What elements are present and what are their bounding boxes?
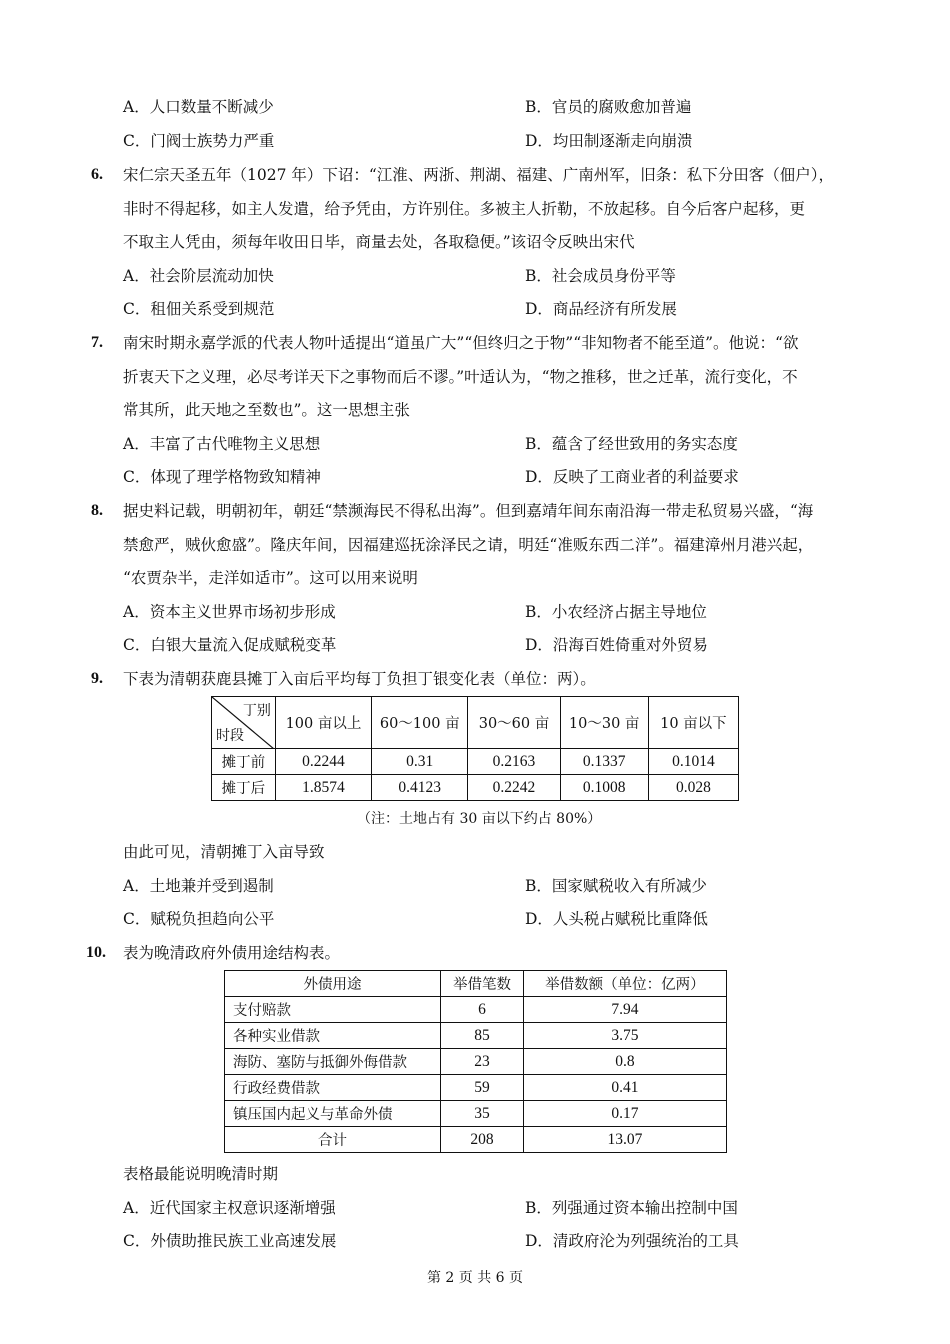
q9-cell: 0.31 xyxy=(372,749,468,775)
q8-option-b: B．小农经济占据主导地位 xyxy=(525,603,707,621)
q9-cell: 0.2163 xyxy=(468,749,560,775)
q9-row-label: 摊丁后 xyxy=(212,775,276,801)
q10-amount: 0.17 xyxy=(523,1101,726,1127)
q10-amount: 0.41 xyxy=(523,1075,726,1101)
q10-table xyxy=(224,970,727,1153)
q9-table-header: 60～100 亩 xyxy=(372,697,468,749)
q10-table-total-row xyxy=(225,1127,727,1153)
q9-table-header: 30～60 亩 xyxy=(468,697,560,749)
q6-option-d: D．商品经济有所发展 xyxy=(525,300,677,318)
q10-purpose: 海防、塞防与抵御外侮借款 xyxy=(225,1049,441,1075)
q10-count: 23 xyxy=(441,1049,524,1075)
q9-table-header: 10～30 亩 xyxy=(560,697,648,749)
page-footer: 第 2 页 共 6 页 xyxy=(426,1270,524,1286)
q9-row-label: 摊丁前 xyxy=(212,749,276,775)
q10-amount: 3.75 xyxy=(523,1023,726,1049)
q6-stem-line-3: 不取主人凭由，须每年收田日毕，商量去处，各取稳便。”该诏令反映出宋代 xyxy=(123,233,635,251)
q10-table-row xyxy=(225,1049,727,1075)
q10-question: 表格最能说明晚清时期 xyxy=(123,1165,279,1183)
q10-option-a: A．近代国家主权意识逐渐增强 xyxy=(123,1199,336,1217)
q6-option-c: C．租佃关系受到规范 xyxy=(123,300,275,318)
q8-number: 8. xyxy=(91,502,103,519)
q5-option-a: A．人口数量不断减少 xyxy=(123,98,274,116)
q10-count: 35 xyxy=(441,1101,524,1127)
q7-option-d: D．反映了工商业者的利益要求 xyxy=(525,468,739,486)
q5-option-c: C．门阀士族势力严重 xyxy=(123,132,275,150)
q10-table-row xyxy=(225,997,727,1023)
q10-amount: 7.94 xyxy=(523,997,726,1023)
q6-number: 6. xyxy=(91,166,103,183)
q10-option-b: B．列强通过资本输出控制中国 xyxy=(525,1199,738,1217)
q5-option-d: D．均田制逐渐走向崩溃 xyxy=(525,132,693,150)
q9-table-corner-top: 丁别 xyxy=(242,703,271,719)
q7-stem-line-1: 南宋时期永嘉学派的代表人物叶适提出“道虽广大”“但终归之于物”“非知物者不能至道”。他说：“欲 xyxy=(123,334,799,352)
q6-stem-line-2: 非时不得起移，如主人发遣，给予凭由，方许别住。多被主人折勒，不放起移。自今后客户起移，更 xyxy=(123,200,806,218)
q9-table-header: 100 亩以上 xyxy=(275,697,371,749)
q10-total-count: 208 xyxy=(441,1127,524,1153)
q8-option-a: A．资本主义世界市场初步形成 xyxy=(123,603,336,621)
q9-table-corner-bottom: 时段 xyxy=(216,728,244,744)
q9-cell: 0.1014 xyxy=(648,749,738,775)
q9-cell: 0.4123 xyxy=(372,775,468,801)
q10-purpose: 支付赔款 xyxy=(225,997,441,1023)
q10-purpose: 镇压国内起义与革命外债 xyxy=(225,1101,441,1127)
q9-cell: 1.8574 xyxy=(275,775,371,801)
q9-cell: 0.1337 xyxy=(560,749,648,775)
q10-option-c: C．外债助推民族工业高速发展 xyxy=(123,1232,337,1250)
q7-option-c: C．体现了理学格物致知精神 xyxy=(123,468,321,486)
q10-intro: 表为晚清政府外债用途结构表。 xyxy=(123,944,341,962)
q9-cell: 0.2244 xyxy=(275,749,371,775)
q9-option-b: B．国家赋税收入有所减少 xyxy=(525,877,707,895)
q9-option-c: C．赋税负担趋向公平 xyxy=(123,910,275,928)
q10-count: 85 xyxy=(441,1023,524,1049)
q9-table-row xyxy=(212,749,739,775)
q8-option-c: C．白银大量流入促成赋税变革 xyxy=(123,636,337,654)
q7-option-a: A．丰富了古代唯物主义思想 xyxy=(123,435,321,453)
q9-table xyxy=(211,696,739,801)
q10-total-label: 合计 xyxy=(225,1127,441,1153)
q9-table-corner-cell xyxy=(212,697,276,749)
q9-cell: 0.1008 xyxy=(560,775,648,801)
q5-option-b: B．官员的腐败愈加普遍 xyxy=(525,98,692,116)
q10-purpose: 行政经费借款 xyxy=(225,1075,441,1101)
q9-cell: 0.028 xyxy=(648,775,738,801)
q9-question: 由此可见，清朝摊丁入亩导致 xyxy=(123,843,325,861)
q7-stem-line-3: 常其所，此天地之至数也”。这一思想主张 xyxy=(123,401,410,419)
q8-stem-line-2: 禁愈严，贼伙愈盛”。隆庆年间，因福建巡抚涂泽民之请，明廷“准贩东西二洋”。福建漳州月港兴起， xyxy=(123,536,814,554)
q9-table-note: （注：土地占有 30 亩以下约占 80%） xyxy=(357,811,602,827)
q10-count: 59 xyxy=(441,1075,524,1101)
q10-total-amount: 13.07 xyxy=(523,1127,726,1153)
q9-cell: 0.2242 xyxy=(468,775,560,801)
q10-table-header: 外债用途 xyxy=(225,971,441,997)
q10-table-row xyxy=(225,1075,727,1101)
q7-number: 7. xyxy=(91,334,103,351)
q8-option-d: D．沿海百姓倚重对外贸易 xyxy=(525,636,708,654)
q7-option-b: B．蕴含了经世致用的务实态度 xyxy=(525,435,738,453)
q9-table-header: 10 亩以下 xyxy=(648,697,738,749)
q9-option-a: A．土地兼并受到遏制 xyxy=(123,877,274,895)
q10-table-header: 举借数额（单位：亿两） xyxy=(523,971,726,997)
q9-option-d: D．人头税占赋税比重降低 xyxy=(525,910,708,928)
q10-purpose: 各种实业借款 xyxy=(225,1023,441,1049)
q9-table-row xyxy=(212,775,739,801)
q10-table-row xyxy=(225,1101,727,1127)
q8-stem-line-3: “农贾杂半，走洋如适市”。这可以用来说明 xyxy=(123,569,418,587)
q6-option-a: A．社会阶层流动加快 xyxy=(123,267,274,285)
q10-count: 6 xyxy=(441,997,524,1023)
q7-stem-line-2: 折衷天下之义理，必尽考详天下之事物而后不谬。”叶适认为，“物之推移，世之迁革，流行变化，不 xyxy=(123,368,798,386)
q10-option-d: D．清政府沦为列强统治的工具 xyxy=(525,1232,739,1250)
q8-stem-line-1: 据史料记载，明朝初年，朝廷“禁濒海民不得私出海”。但到嘉靖年间东南沿海一带走私贸易兴盛，“海 xyxy=(123,502,814,520)
q10-table-row xyxy=(225,1023,727,1049)
q10-number: 10. xyxy=(86,944,106,961)
q10-table-header: 举借笔数 xyxy=(441,971,524,997)
q9-intro: 下表为清朝获鹿县摊丁入亩后平均每丁负担丁银变化表（单位：两）。 xyxy=(123,670,596,688)
q9-number: 9. xyxy=(91,670,103,687)
q6-option-b: B．社会成员身份平等 xyxy=(525,267,676,285)
q6-stem-line-1: 宋仁宗天圣五年（1027 年）下诏：“江淮、两浙、荆湖、福建、广南州军，旧条：私下分田客（佃户）， xyxy=(123,166,835,184)
q10-amount: 0.8 xyxy=(523,1049,726,1075)
